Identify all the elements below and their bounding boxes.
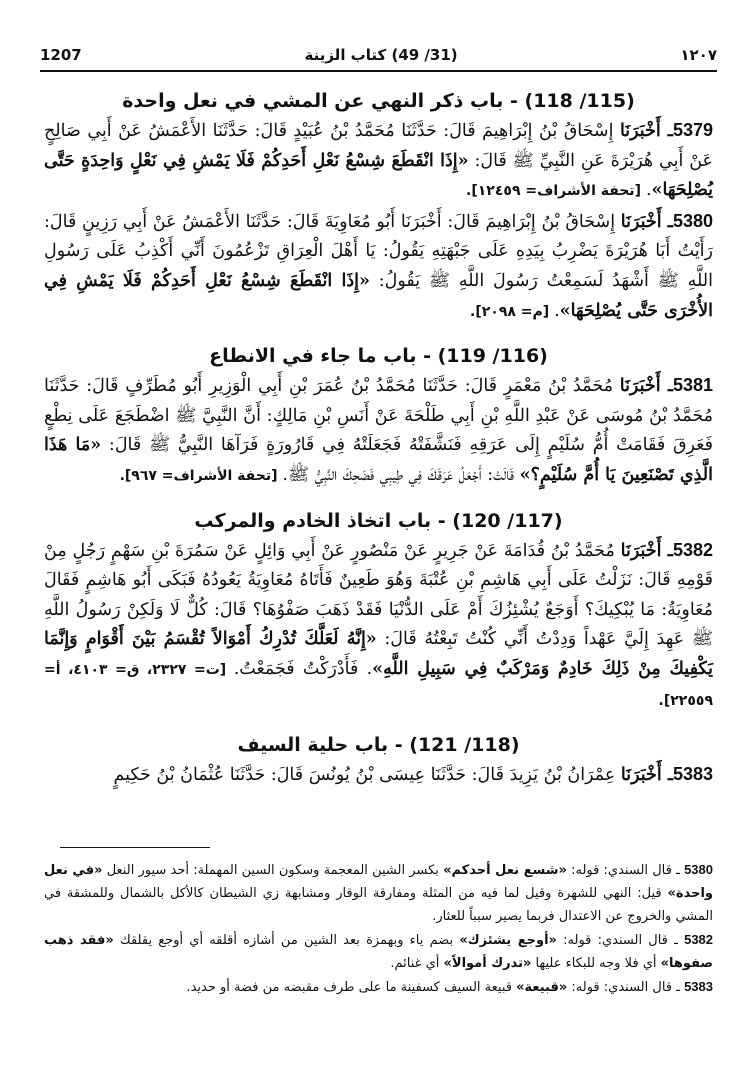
footnote-text: أي غنائم. (390, 956, 444, 971)
hadith-reference: [ت= ٢٣٢٧، ق= ٤١٠٣، أ= ٢٢٥٥٩]. (44, 661, 713, 709)
hadith-number: 5381 (672, 375, 713, 396)
footnote-number: 5383 (684, 979, 713, 994)
header-rule (40, 70, 717, 72)
footnote-quote: «قبيعة» (516, 980, 568, 995)
hadith-tail: قَالَتْ: أَجْعَلُ عَرَقَكَ فِي طِيبِي فَضَحِكَ النَّبِيُّ ﷺ. (282, 464, 520, 485)
section-heading: (115/ 118) - باب ذكر النهي عن المشي في نعل واحدة (122, 90, 635, 112)
footnote-text: بكسر الشين المعجمة وسكون السين المهملة: أحد سيور النعل (102, 863, 444, 878)
footnote (44, 858, 713, 928)
hadith-reference: [م= ٢٠٩٨]. (470, 303, 555, 320)
hadith-lead: ـ أَخْبَرَنَا (620, 540, 673, 561)
footnote (44, 975, 713, 999)
prophetic-saying: «إِنَّهُ لَعَلَّكَ تُدْرِكُ أَمْوَالاً تُقْسَمُ بَيْنَ أَقْوَامٍ وَإِنَّمَا يَكْفِيكَ مِنْ ذَلِكَ خَادِمٌ وَمَرْكَبٌ فِي سَبِيلِ اللَّهِ» (44, 629, 713, 679)
footnote-text: قيل: النهي للشهرة وقيل لما فيه من المثلة ومفارقة الوقار ومشابهة زي الشيطان كالأكل بالشمال وللمشقة في المشي والخروج عن الاعتدال فربما يصير سبباً للعثار. (44, 886, 713, 924)
hadith-tail: . (645, 180, 652, 201)
hadith-tail: . (554, 300, 560, 321)
hadith-lead: ـ أَخْبَرَنَا (619, 121, 673, 141)
hadith-number: 5380 (672, 210, 713, 231)
hadith-paragraph (44, 371, 713, 491)
hadith-paragraph (44, 760, 713, 791)
prophetic-saying: «إِذَا انْقَطَعَ شِسْعُ نَعْلِ أَحَدِكُمْ فَلَا يَمْشِ فِي الأُخْرَى حَتَّى يُصْلِحَهَا» (44, 270, 713, 321)
footnote-rule (60, 847, 210, 848)
footnote-number: 5380 (684, 862, 713, 877)
page-number-arabic: ١٢٠٧ (680, 46, 717, 64)
footnote-text: أي فلا وجه للبكاء عليها (531, 956, 661, 971)
running-title: (31/ 49) كتاب الزينة (304, 46, 458, 64)
page-header (40, 42, 717, 68)
hadith-tail: . فَأَدْرَكْتُ فَجَمَعْتُ. (233, 658, 373, 679)
hadith-paragraph (44, 536, 713, 717)
footnote-lead: ـ قال السندي: قوله: (567, 980, 685, 995)
hadith-number: 5382 (672, 539, 713, 560)
hadith-text: مُحَمَّدُ بْنُ قُدَامَةَ عَنْ جَرِيرٍ عَنْ مَنْصُورٍ عَنْ أَبِي وَائِلٍ عَنْ سَمُرَةَ بْنِ سَهْمٍ رَجُلٍ مِنْ قَوْمِهِ قَالَ: نَزَلْتُ عَلَى أَبِي هَاشِمِ بْنِ عُتْبَةَ وَهُوَ طَعِينٌ فَأَتَاهُ مُعَاوِيَةُ يَعُودُهُ فَبَكَى أَبُو هَاشِمٍ فَقَالَ مُعَاوِيَةُ: مَا يُبْكِيكَ؟ أَوَجَعٌ يُشْئِزُكَ أَمْ عَلَى الدُّنْيَا فَقَدْ ذَهَبَ صَفْوُهَا؟ قَالَ: كُلٌّ لَا وَلَكِنْ رَسُولُ اللَّهِ ﷺ عَهِدَ إِلَيَّ عَهْداً وَدِدْتُ أَنِّي كُنْتُ تَبِعْتُهُ قَالَ: (44, 540, 713, 650)
section-heading: (116/ 119) - باب ما جاء في الانطاع (209, 345, 548, 368)
footnote-text: قبيعة السيف كسفينة ما على طرف مقبضه من فضة أو حديد. (186, 980, 517, 995)
hadith-number: 5379 (672, 120, 713, 140)
main-text (44, 86, 713, 791)
hadith-lead: ـ أَخْبَرَنَا (619, 376, 673, 397)
hadith-text: إِسْحَاقُ بْنُ إِبْرَاهِيمَ قَالَ: حَدَّثَنَا مُحَمَّدُ بْنُ عُبَيْدٍ قَالَ: حَدَّثَنَا الأَعْمَشُ عَنْ أَبِي صَالِحٍ عَنْ أَبِي هُرَيْرَةَ عَنِ النَّبِيِّ ﷺ قَالَ: (44, 121, 713, 171)
prophetic-saying: «إِذَا انْقَطَعَ شِسْعُ نَعْلِ أَحَدِكُمْ فَلَا يَمْشِ فِي نَعْلٍ وَاحِدَةٍ حَتَّى يُصْلِحَهَا» (44, 150, 713, 201)
hadith-paragraph (44, 207, 713, 327)
page-number-latin: 1207 (40, 46, 82, 64)
section-heading: (117/ 120) - باب اتخاذ الخادم والمركب (194, 509, 563, 532)
hadith-reference: [تحفة الأشراف= ٩٦٧]. (119, 467, 283, 484)
hadith-lead: ـ أَخْبَرَنَا (620, 765, 673, 786)
prophetic-saying: «مَا هَذَا الَّذِي تَصْنَعِينَ يَا أُمَّ سُلَيْمٍ؟» (44, 435, 713, 485)
footnote-text: بضم ياء وبهمزة بعد الشين من أشازه أقلقه أي أوجع يقلقك (113, 933, 460, 948)
hadith-paragraph (44, 116, 713, 207)
hadith-text: عِمْرَانُ بْنُ يَزِيدَ قَالَ: حَدَّثَنَا عِيسَى بْنُ يُونُسَ قَالَ: حَدَّثَنَا عُثْمَانُ بْنُ حَكِيمٍ (113, 765, 621, 786)
hadith-text: مُحَمَّدُ بْنُ مَعْمَرٍ قَالَ: حَدَّثَنَا مُحَمَّدُ بْنُ عُمَرَ بْنِ أَبِي الْوَزِيرِ أَبُو مُطَرِّفٍ قَالَ: حَدَّثَنَا مُحَمَّدُ بْنُ مُوسَى عَنْ عَبْدِ اللَّهِ بْنِ أَبِي طَلْحَةَ عَنْ أَنَسِ بْنِ مَالِكٍ: أَنَّ النَّبِيَّ ﷺ اضْطَجَعَ عَلَى نِطْعٍ فَعَرِقَ فَقَامَتْ أُمُّ سُلَيْمٍ إِلَى عَرَقِهِ فَنَشَّفَتْهُ فَجَعَلَتْهُ فِي قَارُورَةٍ فَرَآهَا النَّبِيُّ ﷺ قَالَ: (44, 376, 713, 456)
footnote-number: 5382 (684, 932, 714, 947)
footnote (44, 928, 713, 975)
footnote-lead: ـ قال السندي: قوله: (556, 933, 685, 948)
footnote-quote: «فقد ذهب صفوها» (44, 933, 713, 971)
footnotes (44, 858, 713, 999)
hadith-text: إِسْحَاقُ بْنُ إِبْرَاهِيمَ قَالَ: أَخْبَرَنَا أَبُو مُعَاوِيَةَ قَالَ: حَدَّثَنَا الأَعْمَشُ عَنْ أَبِي رَزِينٍ قَالَ: رَأَيْتُ أَبَا هُرَيْرَةَ يَضْرِبُ بِيَدِهِ عَلَى جَبْهَتِهِ يَقُولُ: يَا أَهْلَ الْعِرَاقِ تَزْعُمُونَ أَنِّي أَكْذِبُ عَلَى رَسُولِ اللَّهِ ﷺ أَشْهَدُ لَسَمِعْتُ رَسُولَ اللَّهِ ﷺ يَقُولُ: (44, 211, 713, 291)
hadith-number: 5383 (672, 764, 713, 785)
section-heading: (118/ 121) - باب حلية السيف (237, 734, 520, 757)
footnote-quote: «في نعل واحدة» (44, 863, 713, 901)
footnote-quote: «شسع نعل أحدكم» (443, 863, 567, 878)
hadith-lead: ـ أَخْبَرَنَا (620, 211, 673, 232)
hadith-reference: [تحفة الأشراف= ١٢٤٥٩]. (466, 183, 646, 200)
footnote-quote: «أوجع يشئزك» (459, 933, 557, 948)
footnote-lead: ـ قال السندي: قوله: (566, 863, 685, 878)
footnote-quote: «تدرك أموالاً» (443, 956, 532, 971)
